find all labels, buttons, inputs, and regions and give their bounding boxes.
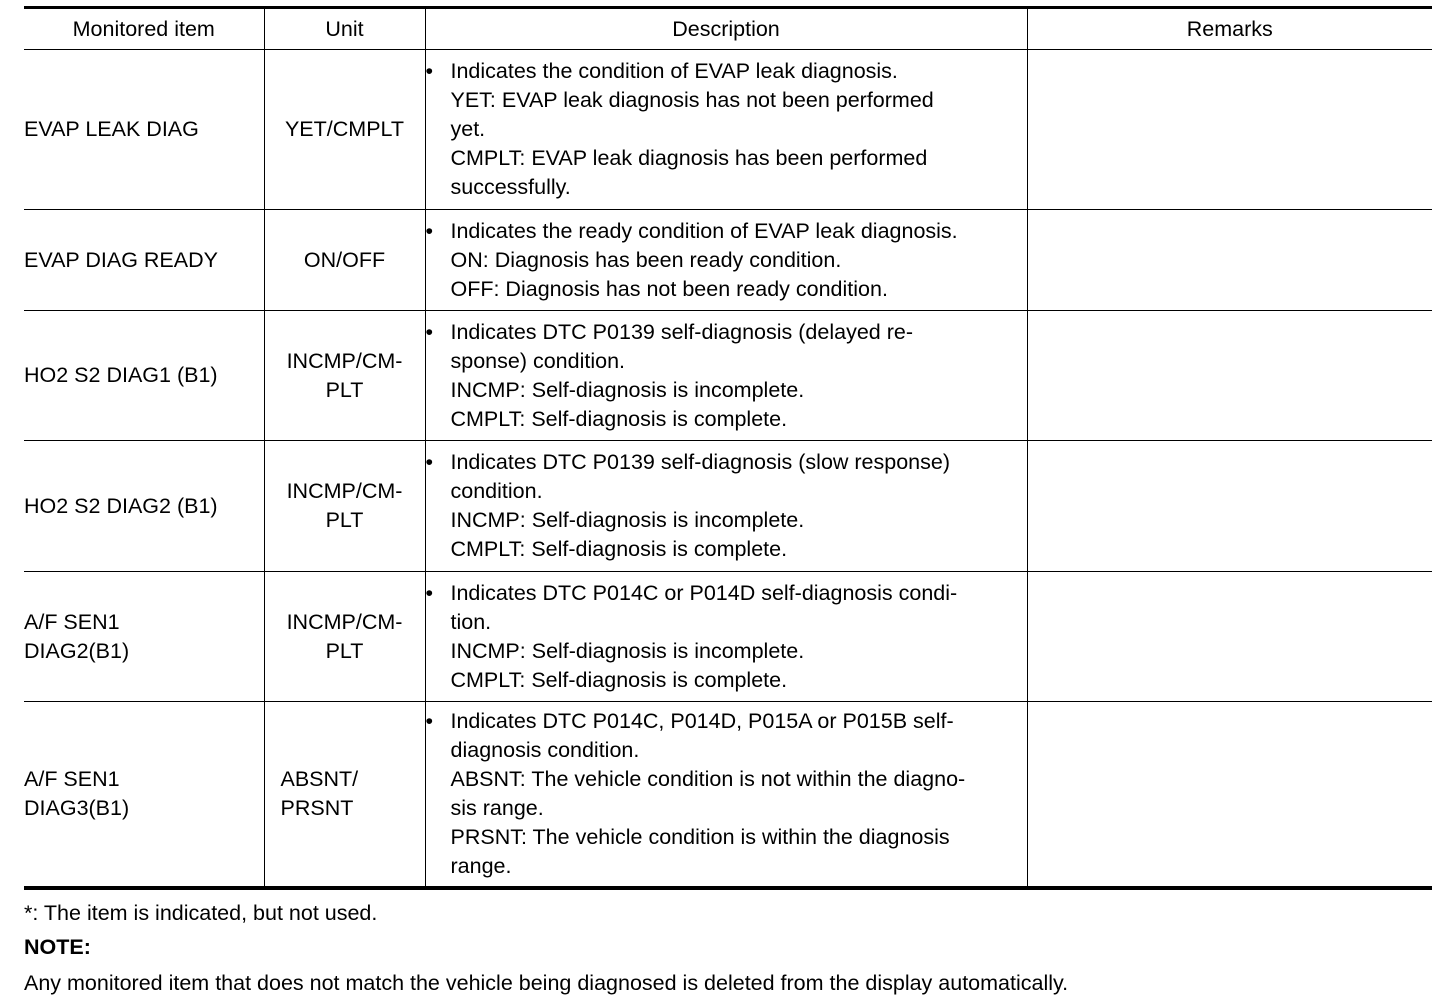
item-line: EVAP LEAK DIAG	[24, 117, 199, 141]
description-line: CMPLT: Self-diagnosis is complete.	[450, 667, 788, 692]
manual-page	[24, 6, 1432, 995]
item-line: HO2 S2 DIAG1 (B1)	[24, 363, 218, 387]
unit-line: YET/CMPLT	[284, 117, 405, 141]
cell-description	[425, 50, 1027, 210]
description-line: CMPLT: Self-diagnosis is complete.	[450, 406, 788, 431]
cell-monitored-item	[24, 702, 264, 888]
description-first-line: Indicates DTC P0139 self-diagnosis (slow response)	[450, 450, 951, 474]
description-line: CMPLT: EVAP leak diagnosis has been performed	[450, 146, 928, 170]
description-first-line: Indicates the ready condition of EVAP leak diagnosis.	[450, 218, 958, 243]
cell-description	[425, 210, 1027, 311]
header-description: Description	[425, 8, 1027, 50]
cell-unit	[264, 311, 425, 441]
unit-line: ABSNT/	[280, 766, 359, 791]
description-line: ON: Diagnosis has been ready condition.	[450, 247, 842, 272]
item-line: DIAG3(B1)	[24, 795, 130, 820]
note-body: Any monitored item that does not match the vehicle being diagnosed is deleted from the display automatically.	[24, 971, 1069, 995]
cell-unit	[264, 50, 425, 210]
cell-description	[425, 441, 1027, 572]
unit-line: INCMP/CM-	[286, 609, 403, 634]
table-row	[24, 50, 1432, 210]
cell-description	[425, 311, 1027, 441]
description-line: range.	[450, 853, 512, 878]
header-remarks: Remarks	[1027, 8, 1432, 50]
item-line: A/F SEN1	[24, 766, 120, 791]
bullet-icon: •	[425, 580, 434, 605]
bullet-icon: •	[425, 319, 434, 344]
description-bullet	[426, 707, 1027, 736]
table-row	[24, 572, 1432, 702]
unit-line: ON/OFF	[303, 247, 386, 272]
cell-remarks	[1027, 572, 1432, 702]
description-line: INCMP: Self-diagnosis is incomplete.	[450, 377, 805, 402]
item-line: DIAG2(B1)	[24, 638, 130, 663]
cell-remarks	[1027, 311, 1432, 441]
description-line: sis range.	[450, 795, 544, 820]
description-line: successfully.	[450, 175, 571, 199]
cell-remarks	[1027, 441, 1432, 572]
unit-line: INCMP/CM-	[286, 479, 403, 503]
description-bullet	[426, 57, 1027, 86]
cell-monitored-item	[24, 572, 264, 702]
unit-line: PLT	[325, 377, 364, 402]
header-unit: Unit	[264, 8, 425, 50]
description-line: ABSNT: The vehicle condition is not within the diagno-	[450, 766, 966, 791]
description-first-line: Indicates the condition of EVAP leak diagnosis.	[450, 59, 898, 83]
cell-unit	[264, 572, 425, 702]
description-line: tion.	[450, 609, 492, 634]
unit-line: PLT	[325, 508, 364, 532]
description-line: INCMP: Self-diagnosis is incomplete.	[450, 638, 805, 663]
footnote: *: The item is indicated, but not used.	[24, 901, 378, 925]
cell-monitored-item	[24, 441, 264, 572]
description-bullet	[426, 579, 1027, 608]
description-line: CMPLT: Self-diagnosis is complete.	[450, 537, 788, 561]
cell-unit	[264, 210, 425, 311]
description-first-line: Indicates DTC P014C or P014D self-diagnosis condi-	[450, 580, 958, 605]
description-line: YET: EVAP leak diagnosis has not been performed	[450, 88, 934, 112]
bullet-icon: •	[425, 59, 434, 83]
description-line: condition.	[450, 479, 543, 503]
note-title: NOTE:	[24, 935, 91, 959]
cell-remarks	[1027, 702, 1432, 888]
cell-unit	[264, 702, 425, 888]
description-bullet	[426, 448, 1027, 477]
description-bullet	[426, 217, 1027, 246]
item-line: A/F SEN1	[24, 609, 120, 634]
bullet-icon: •	[425, 218, 434, 243]
description-bullet	[426, 318, 1027, 347]
header-monitored-item: Monitored item	[24, 8, 264, 50]
cell-monitored-item	[24, 210, 264, 311]
monitored-items-table	[24, 6, 1432, 890]
cell-monitored-item	[24, 50, 264, 210]
cell-unit	[264, 441, 425, 572]
description-line: yet.	[450, 117, 486, 141]
unit-line: INCMP/CM-	[286, 348, 403, 373]
description-line: diagnosis condition.	[450, 737, 640, 762]
table-row	[24, 441, 1432, 572]
bullet-icon: •	[425, 708, 434, 733]
bullet-icon: •	[425, 450, 434, 474]
cell-remarks	[1027, 210, 1432, 311]
table-row	[24, 210, 1432, 311]
table-row	[24, 311, 1432, 441]
description-line: sponse) condition.	[450, 348, 625, 373]
cell-description	[425, 702, 1027, 888]
cell-remarks	[1027, 50, 1432, 210]
item-line: EVAP DIAG READY	[24, 247, 218, 272]
description-first-line: Indicates DTC P014C, P014D, P015A or P015B self-	[450, 708, 954, 733]
description-first-line: Indicates DTC P0139 self-diagnosis (delayed re-	[450, 319, 913, 344]
table-header-row	[24, 8, 1432, 50]
description-line: OFF: Diagnosis has not been ready condition.	[450, 276, 888, 301]
description-line: INCMP: Self-diagnosis is incomplete.	[450, 508, 805, 532]
table-row	[24, 702, 1432, 888]
unit-line: PRSNT	[280, 795, 354, 820]
cell-monitored-item	[24, 311, 264, 441]
cell-description	[425, 572, 1027, 702]
unit-line: PLT	[325, 638, 364, 663]
description-line: PRSNT: The vehicle condition is within the diagnosis	[450, 824, 950, 849]
item-line: HO2 S2 DIAG2 (B1)	[24, 493, 218, 518]
